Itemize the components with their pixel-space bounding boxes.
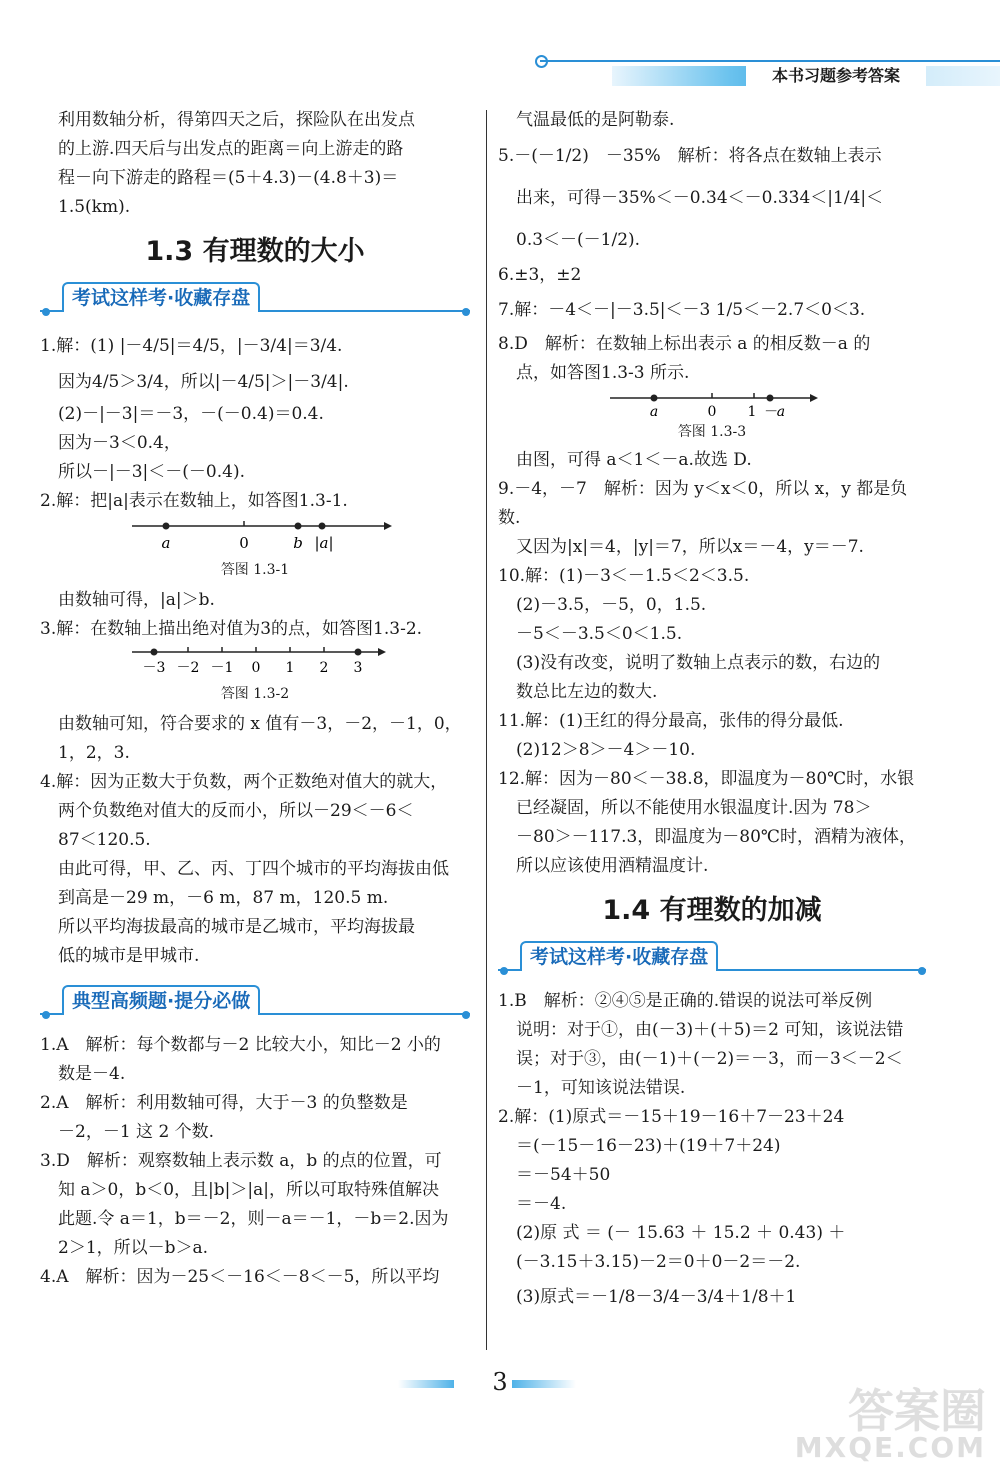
point-a [651, 395, 658, 402]
text-line: (2)12＞8＞－4＞－10. [516, 740, 696, 760]
text-line: 3.D 解析：观察数轴上表示数 a，b 的点的位置，可 [40, 1151, 442, 1171]
answer-r5 [498, 135, 926, 261]
banner-dot [42, 1011, 50, 1019]
banner-dot [462, 1011, 470, 1019]
text-line: 数是－4. [58, 1064, 126, 1084]
text-line: －1，可知该说法错误. [516, 1078, 686, 1098]
intro-paragraph [40, 106, 470, 222]
banner-label: 典型高频题·提分必做 [62, 985, 260, 1015]
text-line: 1.5(km). [58, 197, 131, 217]
text-line: 气温最低的是阿勒泰. [516, 110, 675, 130]
page-number: 3 [492, 1368, 508, 1396]
text-line: 12.解：因为－80＜－38.8，即温度为－80℃时，水银 [498, 769, 915, 789]
right-column [498, 106, 926, 1317]
number-line-figure-3 [498, 388, 926, 442]
label-a: a [649, 404, 659, 420]
axis-arrow [378, 648, 386, 656]
text-line: 利用数轴分析，得第四天之后，探险队在出发点 [58, 110, 415, 130]
banner-dot [462, 308, 470, 316]
left-column [40, 106, 470, 1292]
text-line: 点，如答图1.3-3 所示. [516, 363, 690, 383]
point-abs-a [319, 523, 326, 530]
tick-label: 3 [353, 660, 363, 676]
text-line: 因为－3＜0.4， [58, 433, 181, 453]
text-line: 10.解：(1)－3＜－1.5＜2＜3.5. [498, 566, 750, 586]
text-line: 4.解：因为正数大于负数，两个正数绝对值大的就大， [40, 772, 448, 792]
label-b: b [293, 534, 303, 552]
figure-caption: 答图 1.3-3 [677, 424, 747, 440]
text-line: 所以平均海拔最高的城市是乙城市，平均海拔最 [58, 917, 415, 937]
text-line: ＝－54＋50 [516, 1165, 611, 1185]
axis-arrow [384, 522, 392, 530]
watermark-sub: MXQE.COM [794, 1431, 986, 1464]
text-line: 由数轴可知，符合要求的 x 值有－3，－2，－1，0， [58, 714, 462, 734]
text-line: 8.D 解析：在数轴上标出表示 a 的相反数－a 的 [498, 334, 871, 354]
text-line: ＝－4. [516, 1194, 567, 1214]
header-rule [540, 60, 1000, 62]
answer-1-cont [40, 400, 470, 487]
text-line: －2，－1 这 2 个数. [58, 1122, 215, 1142]
text-line: 1.A 解析：每个数都与－2 比较大小，知比－2 小的 [40, 1035, 441, 1055]
text-line: 又因为|x|＝4，|y|＝7，所以x＝－4，y＝－7. [516, 537, 864, 557]
tick-label: 2 [319, 660, 329, 676]
text-line: 1，2，3. [58, 743, 130, 763]
text-line: 1.解：(1) |－4/5|＝4/5，|－3/4|＝3/4. [40, 336, 343, 356]
text-line: 知 a＞0，b＜0，且|b|＞|a|，所以可取特殊值解决 [58, 1180, 439, 1200]
text-line: 程－向下游走的路程＝(5＋4.3)－(4.8＋3)＝ [58, 168, 399, 188]
label-zero: 0 [239, 534, 249, 552]
banner-dot [500, 967, 508, 975]
text-line: 低的城市是甲城市. [58, 946, 200, 966]
answer-4 [40, 768, 470, 971]
text-line: 由图，可得 a＜1＜－a.故选 D. [516, 450, 752, 470]
text-line: 的上游.四天后与出发点的距离＝向上游走的路 [58, 139, 404, 159]
hf-2 [40, 1089, 470, 1147]
answer-s2 [498, 1103, 926, 1317]
answer-3-cont [40, 710, 470, 768]
answer-r10 [498, 562, 926, 707]
text-line: (3)原式＝－1/8－3/4－3/4＋1/8＋1 [516, 1287, 797, 1307]
answer-r7: 7.解：－4＜－|－3.5|＜－3 1/5＜－2.7＜0＜3. [498, 300, 866, 320]
text-line: 87＜120.5. [58, 830, 151, 850]
point-a [163, 523, 170, 530]
banner-label: 考试这样考·收藏存盘 [62, 282, 260, 312]
banner-highfreq [40, 983, 470, 1023]
text-line: (2)－3.5，－5，0，1.5. [516, 595, 707, 615]
point-neg-a [767, 395, 774, 402]
text-line: ＝(－15－16－23)＋(19＋7＋24) [516, 1136, 781, 1156]
text-line: 误；对于③，由(－1)＋(－2)＝－3，而－3＜－2＜ [516, 1049, 903, 1069]
text-line: 说明：对于①，由(－3)＋(＋5)＝2 可知，该说法错 [516, 1020, 904, 1040]
hf-4: 4.A 解析：因为－25＜－16＜－8＜－5，所以平均 [40, 1267, 440, 1287]
figure-caption: 答图 1.3-1 [220, 562, 290, 578]
text-line: 数总比左边的数大. [516, 682, 658, 702]
tick-label: 0 [251, 660, 261, 676]
axis-arrow [810, 394, 818, 402]
label-a: a [161, 534, 171, 552]
point-neg3 [151, 649, 158, 656]
figure-caption: 答图 1.3-2 [220, 686, 290, 702]
label-zero: 0 [707, 404, 717, 420]
label-neg-a: －a [762, 404, 786, 420]
answer-s1 [498, 987, 926, 1103]
answer-r11 [498, 707, 926, 765]
banner-exam [40, 280, 470, 320]
text-line: 0.3＜－(－1/2). [516, 230, 641, 250]
text-line: 因为4/5＞3/4，所以|－4/5|＞|－3/4|. [58, 372, 349, 392]
text-line: 1.B 解析：②④⑤是正确的.错误的说法可举反例 [498, 991, 873, 1011]
hf-3 [40, 1147, 470, 1263]
text-line: 已经凝固，所以不能使用水银温度计.因为 78＞ [516, 798, 872, 818]
text-line: (－3.15＋3.15)－2＝0＋0－2＝－2. [516, 1252, 801, 1272]
answer-r12 [498, 765, 926, 881]
tick-label: －1 [210, 660, 234, 676]
banner-dot [918, 967, 926, 975]
text-line: 此题.令 a＝1，b＝－2，则－a＝－1，－b＝2.因为 [58, 1209, 449, 1229]
text-line: (2)原 式 ＝ (－ 15.63 ＋ 15.2 ＋ 0.43) ＋ [516, 1223, 846, 1243]
text-line: 9.－4，－7 解析：因为 y＜x＜0，所以 x，y 都是负数. [498, 479, 908, 528]
text-line: 到高是－29 m，－6 m，87 m，120.5 m. [58, 888, 389, 908]
section-title-1-4: 1.4 有理数的加减 [602, 895, 822, 926]
answer-2: 2.解：把|a|表示在数轴上，如答图1.3-1. [40, 491, 348, 511]
text-line: 2＞1，所以－b＞a. [58, 1238, 209, 1258]
point-b [295, 523, 302, 530]
section-title-1-3: 1.3 有理数的大小 [145, 236, 365, 267]
watermark-logo [794, 1384, 986, 1464]
answer-1 [40, 328, 470, 400]
text-line: 出来，可得－35%＜－0.34＜－0.33̇4̇＜|1/4|＜ [516, 188, 884, 208]
text-line: 2.A 解析：利用数轴可得，大于－3 的负整数是 [40, 1093, 408, 1113]
text-line: (3)没有改变，说明了数轴上点表示的数，右边的 [516, 653, 881, 673]
banner-exam-2 [498, 939, 926, 979]
banner-label: 考试这样考·收藏存盘 [520, 941, 718, 971]
column-divider [486, 110, 487, 1350]
text-line: (2)－|－3|＝－3，－(－0.4)＝0.4. [58, 404, 324, 424]
answer-r6: 6.±3，±2 [498, 265, 582, 285]
text-line: －5＜－3.5＜0＜1.5. [516, 624, 683, 644]
hf-1 [40, 1031, 470, 1089]
text-line: 11.解：(1)王红的得分最高，张伟的得分最低. [498, 711, 844, 731]
text-line: 所以－|－3|＜－(－0.4). [58, 462, 245, 482]
tick-label: －3 [142, 660, 166, 676]
text-line: 由数轴可得，|a|＞b. [58, 590, 215, 610]
answer-3: 3.解：在数轴上描出绝对值为3的点，如答图1.3-2. [40, 619, 423, 639]
tick-label: 1 [285, 660, 295, 676]
banner-dot [42, 308, 50, 316]
text-line: 所以应该使用酒精温度计. [516, 856, 709, 876]
label-abs-a: |a| [314, 534, 334, 552]
number-line-figure-2 [40, 644, 470, 704]
point-3 [355, 649, 362, 656]
text-line: 两个负数绝对值大的反而小，所以－29＜－6＜ [58, 801, 414, 821]
number-line-figure-1 [40, 516, 470, 580]
tick-label: －2 [176, 660, 200, 676]
watermark-main: 答案圈 [848, 1384, 986, 1438]
text-line: －80＞－117.3，即温度为－80℃时，酒精为液体， [516, 827, 916, 847]
answer-r9 [498, 475, 926, 562]
text-line: 2.解：(1)原式＝－15＋19－16＋7－23＋24 [498, 1107, 845, 1127]
header-title: 本书习题参考答案 [746, 64, 926, 88]
text-line: 5.－(－1/2) －35% 解析：将各点在数轴上表示 [498, 146, 882, 166]
text-line: 由此可得，甲、乙、丙、丁四个城市的平均海拔由低 [58, 859, 449, 879]
label-one: 1 [747, 404, 757, 420]
answer-r8 [498, 330, 926, 388]
